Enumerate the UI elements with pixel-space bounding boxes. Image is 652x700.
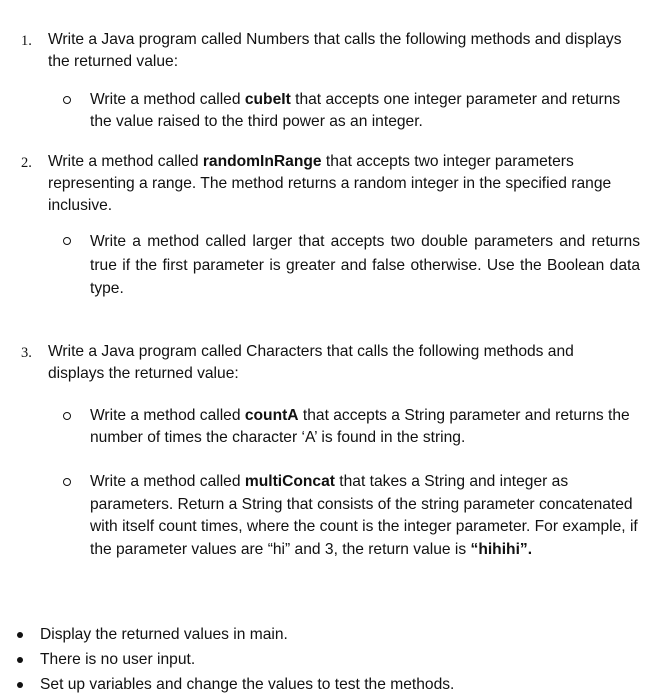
bullet-text: Set up variables and change the values to test the methods. xyxy=(40,676,455,693)
sub-item-text: Write a method called multiConcat that takes a String and integer as parameters. Return a String that consists of the string parameter concatenated with itself count times, where the count is the integer parameter. For example, if the parameter values are “hi” and 3, the return value is “hihihi”. xyxy=(90,473,638,558)
item-text: Write a method called randomInRange that accepts two integer parameters representing a range. The method returns a random integer in the specified range inclusive. xyxy=(48,153,612,214)
item-number: 2. xyxy=(21,155,32,171)
item-number: 3. xyxy=(21,345,32,361)
bullet-icon xyxy=(17,632,23,638)
sub-item-text: Write a method called cubeIt that accepts one integer parameter and returns the value raised to the third power as an integer. xyxy=(90,91,621,130)
item-number: 1. xyxy=(21,33,32,49)
bullet-text: Display the returned values in main. xyxy=(40,626,288,643)
bullet-text: There is no user input. xyxy=(40,651,196,668)
hollow-bullet-icon xyxy=(63,478,71,486)
hollow-bullet-icon xyxy=(63,96,71,104)
sub-item-text: Write a method called countA that accepts a String parameter and returns the number of times the character ‘A’ is found in the string. xyxy=(90,407,630,446)
hollow-bullet-icon xyxy=(63,237,71,245)
item-text: Write a Java program called Characters that calls the following methods and displays the returned value: xyxy=(48,343,574,382)
bullet-icon xyxy=(17,682,23,688)
sub-item-text: Write a method called larger that accepts two double parameters and returns true if the first parameter is greater and false otherwise. Use the Boolean data type. xyxy=(90,233,640,297)
bullet-icon xyxy=(17,657,23,663)
item-text: Write a Java program called Numbers that calls the following methods and displays the returned value: xyxy=(48,31,622,70)
hollow-bullet-icon xyxy=(63,412,71,420)
